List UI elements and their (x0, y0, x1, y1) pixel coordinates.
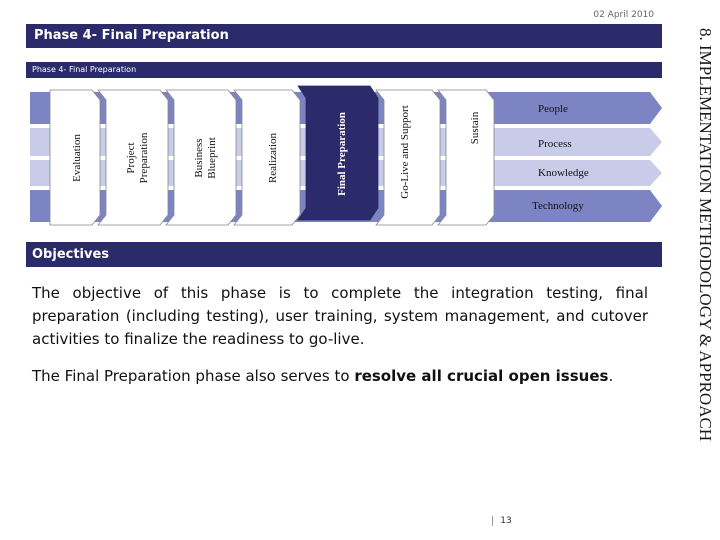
side-section-title (678, 24, 714, 454)
phase-label-project-preparation: ProjectPreparation (125, 132, 150, 184)
page-title: Phase 4- Final Preparation (26, 24, 662, 48)
phase-sustain (438, 90, 494, 225)
side-title-text: 8. IMPLEMENTATION METHODOLOGY & APPROACH (696, 28, 714, 442)
phase-label-go-live-support: Go-Live and Support (399, 105, 411, 199)
objectives-paragraph-2 (32, 365, 648, 388)
phase-label-business-blueprint: BusinessBlueprint (193, 137, 218, 179)
phase-label-evaluation: Evaluation (71, 134, 83, 182)
phase-label-final-preparation: Final Preparation (336, 112, 348, 196)
paragraph-2-suffix: . (608, 367, 614, 385)
layer-label-people: People (538, 103, 568, 115)
layer-label-knowledge: Knowledge (538, 167, 589, 179)
phase-subtitle: Phase 4- Final Preparation (26, 62, 662, 78)
objectives-heading: Objectives (26, 242, 662, 267)
paragraph-2-emphasis: resolve all crucial open issues (354, 367, 609, 385)
layer-label-technology: Technology (532, 200, 584, 212)
date-label: 02 April 2010 (593, 10, 654, 20)
paragraph-2-prefix: The Final Preparation phase also serves to (32, 367, 355, 385)
page-number: 13 (492, 516, 519, 526)
phase-label-realization: Realization (267, 132, 279, 184)
objectives-paragraph-1: The objective of this phase is to complete the integration testing, final preparation (including testing), user training, system management, and cutover activities to finalize the readiness to go-live. (32, 284, 648, 348)
layer-label-process: Process (538, 138, 572, 150)
phase-diagram (30, 80, 662, 230)
phase-label-sustain: Sustain (469, 111, 481, 145)
